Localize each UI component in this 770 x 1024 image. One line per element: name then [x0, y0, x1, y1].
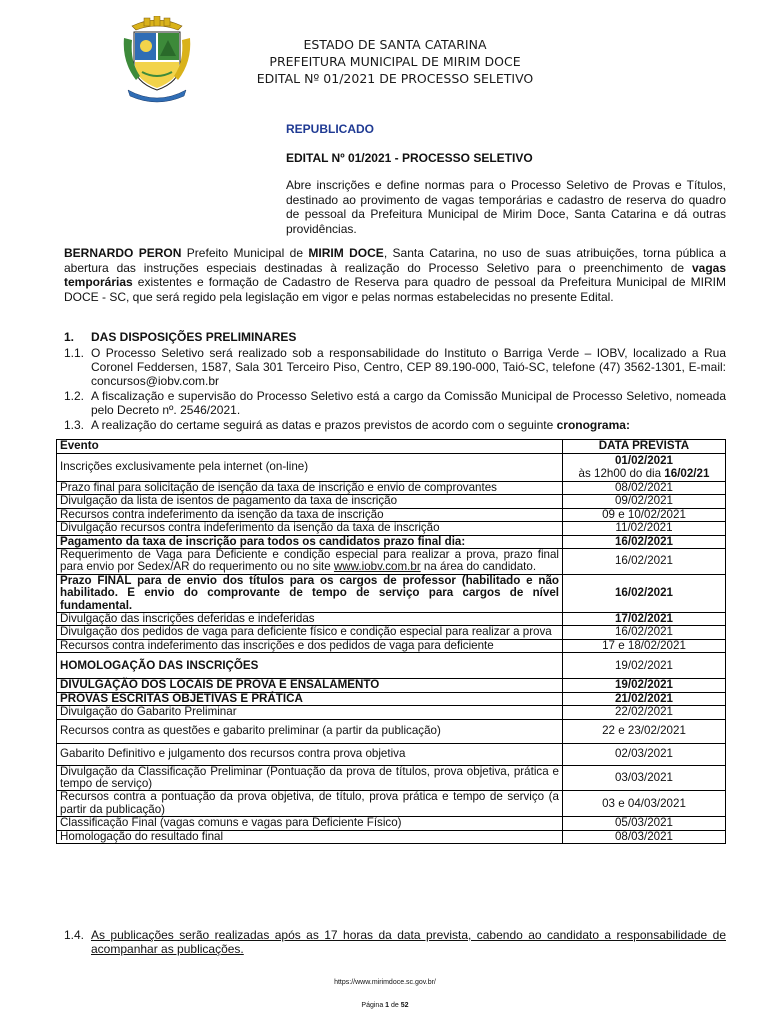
table-row — [57, 535, 726, 548]
clause-1-4 — [64, 928, 726, 956]
table-row — [57, 653, 726, 679]
date-cell: 17 e 18/02/2021 — [563, 639, 726, 652]
date-cell: 16/02/2021 — [563, 535, 726, 548]
date-end: 16/02/21 — [664, 466, 710, 480]
republicado-label: REPUBLICADO — [286, 122, 375, 136]
date-cell: 21/02/2021 — [563, 692, 726, 705]
header-state: ESTADO DE SANTA CATARINA — [303, 37, 487, 52]
mayor-name: BERNARDO PERON — [64, 246, 182, 260]
date-cell: 19/02/2021 — [563, 679, 726, 692]
clause-number: 1.2. — [64, 389, 85, 403]
event-cell: Divulgação dos pedidos de vaga para deficiente físico e condição especial para realizar a prova — [57, 626, 563, 639]
date-cell: 19/02/2021 — [563, 653, 726, 679]
page-current: 1 — [385, 1002, 390, 1009]
event-cell: Prazo FINAL para de envio dos títulos para os cargos de professor (habilitado e não habilitado. E envio do comprovante de tempo de serviço para cargos de nível fundamental. — [57, 574, 563, 612]
date-cell — [563, 454, 726, 482]
event-cell: HOMOLOGAÇÃO DAS INSCRIÇÕES — [57, 653, 563, 679]
clause-number: 1.3. — [64, 418, 85, 432]
event-text: Requerimento de Vaga para Deficiente e condição especial para realizar a prova, prazo final para envio por Sedex/AR do requerimento ou no site — [60, 548, 559, 574]
date-cell: 16/02/2021 — [563, 626, 726, 639]
date-start: 01/02/2021 — [614, 454, 674, 468]
page-of: de — [389, 1002, 401, 1009]
intro-text-2: , Santa Catarina, no uso de suas atribuições, torna pública a abertura das instruções especiais destinadas à realização do Processo Seletivo para o preenchimento de — [64, 246, 726, 275]
table-row — [57, 679, 726, 692]
date-cell: 09 e 10/02/2021 — [563, 508, 726, 521]
table-row — [57, 830, 726, 843]
table-row — [57, 743, 726, 765]
page-number — [0, 1002, 770, 1009]
table-row — [57, 454, 726, 482]
page-label: Página — [361, 1002, 386, 1009]
event-cell: Classificação Final (vagas comuns e vagas para Deficiente Físico) — [57, 817, 563, 830]
intro-text-3: existentes e formação de Cadastro de Reserva para quadro de pessoal da Prefeitura Municipal de MIRIM DOCE - SC, que será regido pela legislação em vigor e pelas normas estabelecidas no presente Edital. — [64, 275, 726, 304]
clause-text: A fiscalização e supervisão do Processo Seletivo está a cargo da Comissão Municipal de Processo Seletivo, nomeada pelo Decreto nº. 2546/2021. — [91, 389, 726, 418]
event-cell: Divulgação da lista de isentos de pagamento da taxa de inscrição — [57, 495, 563, 508]
table-row — [57, 574, 726, 612]
clause-1-1 — [64, 346, 726, 389]
header-municipality: PREFEITURA MUNICIPAL DE MIRIM DOCE — [269, 54, 521, 69]
date-cell: 02/03/2021 — [563, 743, 726, 765]
clause-text: A realização do certame seguirá as datas e prazos previstos de acordo com o seguinte — [91, 418, 557, 432]
date-cell: 16/02/2021 — [563, 574, 726, 612]
section-title: DAS DISPOSIÇÕES PRELIMINARES — [91, 330, 297, 344]
event-cell: Recursos contra as questões e gabarito preliminar (a partir da publicação) — [57, 719, 563, 743]
table-row — [57, 692, 726, 705]
event-cell: Pagamento da taxa de inscrição para todos os candidatos prazo final dia: — [57, 535, 563, 548]
iobv-link[interactable]: www.iobv.com.br — [333, 560, 421, 574]
event-cell: PROVAS ESCRITAS OBJETIVAS E PRÁTICA — [57, 692, 563, 705]
event-cell: Divulgação recursos contra indeferimento da isenção da taxa de inscrição — [57, 522, 563, 535]
page-total: 52 — [400, 1002, 409, 1009]
event-cell: Recursos contra indeferimento da isenção da taxa de inscrição — [57, 508, 563, 521]
date-cell: 17/02/2021 — [563, 613, 726, 626]
table-row — [57, 706, 726, 719]
vagas-temporarias: vagas temporárias — [64, 260, 726, 290]
event-text: na área do candidato. — [420, 560, 537, 574]
event-cell: Divulgação das inscrições deferidas e indeferidas — [57, 613, 563, 626]
document-header — [0, 36, 770, 87]
date-cell: 08/02/2021 — [563, 482, 726, 495]
event-cell: Gabarito Definitivo e julgamento dos recursos contra prova objetiva — [57, 743, 563, 765]
table-header-row — [57, 440, 726, 454]
clause-text: O Processo Seletivo será realizado sob a responsabilidade do Instituto o Barriga Verde – IOBV, localizado a Rua Coronel Feddersen, 1587, Sala 301 Terceiro Piso, Centro, CEP 89.190-000, Taió-SC, telefone (47) 3562-1301, E-mail: concursos@iobv.com.br — [91, 346, 726, 389]
table-row — [57, 791, 726, 817]
table-row — [57, 508, 726, 521]
schedule-table — [56, 439, 726, 844]
clause-number: 1.1. — [64, 346, 85, 360]
date-cell: 11/02/2021 — [563, 522, 726, 535]
table-row — [57, 639, 726, 652]
table-row — [57, 613, 726, 626]
edital-title: EDITAL Nº 01/2021 - PROCESSO SELETIVO — [286, 151, 533, 165]
date-cell: 22/02/2021 — [563, 706, 726, 719]
date-cell: 08/03/2021 — [563, 830, 726, 843]
date-cell: 09/02/2021 — [563, 495, 726, 508]
event-cell: Inscrições exclusivamente pela internet (on-line) — [57, 454, 563, 482]
table-row — [57, 817, 726, 830]
col-header-event: Evento — [57, 440, 563, 454]
municipality-name: MIRIM DOCE — [308, 246, 384, 260]
event-cell: Recursos contra indeferimento das inscrições e dos pedidos de vaga para deficiente — [57, 639, 563, 652]
event-cell: Prazo final para solicitação de isenção da taxa de inscrição e envio de comprovantes — [57, 482, 563, 495]
event-cell — [57, 549, 563, 575]
table-row — [57, 765, 726, 791]
table-row — [57, 522, 726, 535]
intro-paragraph — [64, 246, 726, 304]
clause-text: As publicações serão realizadas após as 17 horas da data prevista, cabendo ao candidato a responsabilidade de acompanhar as publicações. — [91, 928, 726, 957]
cronograma-label: cronograma: — [556, 418, 630, 432]
event-cell: DIVULGAÇÃO DOS LOCAIS DE PROVA E ENSALAMENTO — [57, 679, 563, 692]
edital-abstract: Abre inscrições e define normas para o Processo Seletivo de Provas e Títulos, destinado ao provimento de vagas temporárias e cadastro de reserva do quadro de pessoal da Prefeitura Municipal de Mirim Doce, Santa Catarina e dá outras providências. — [286, 178, 726, 236]
table-row — [57, 495, 726, 508]
header-edital: EDITAL Nº 01/2021 DE PROCESSO SELETIVO — [256, 71, 534, 86]
date-cell: 22 e 23/02/2021 — [563, 719, 726, 743]
section-heading — [64, 330, 296, 345]
event-cell: Homologação do resultado final — [57, 830, 563, 843]
date-end-prefix: às 12h00 do dia — [578, 466, 665, 480]
table-row — [57, 626, 726, 639]
clause-1-3 — [64, 418, 726, 432]
table-row — [57, 719, 726, 743]
footer-url[interactable]: https://www.mirimdoce.sc.gov.br/ — [334, 979, 436, 986]
section-number: 1. — [64, 330, 75, 344]
event-cell: Recursos contra a pontuação da prova objetiva, de título, prova prática e tempo de serviço (a partir da publicação) — [57, 791, 563, 817]
date-cell: 03/03/2021 — [563, 765, 726, 791]
table-row — [57, 482, 726, 495]
intro-text-1: Prefeito Municipal de — [181, 246, 309, 260]
event-cell: Divulgação do Gabarito Preliminar — [57, 706, 563, 719]
date-cell: 16/02/2021 — [563, 549, 726, 575]
col-header-date: DATA PREVISTA — [563, 440, 726, 454]
clause-1-2 — [64, 389, 726, 417]
clause-number: 1.4. — [64, 928, 85, 942]
event-cell: Divulgação da Classificação Preliminar (Pontuação da prova de títulos, prova objetiva, prática e tempo de serviço) — [57, 765, 563, 791]
date-cell: 03 e 04/03/2021 — [563, 791, 726, 817]
table-row — [57, 549, 726, 575]
date-cell: 05/03/2021 — [563, 817, 726, 830]
